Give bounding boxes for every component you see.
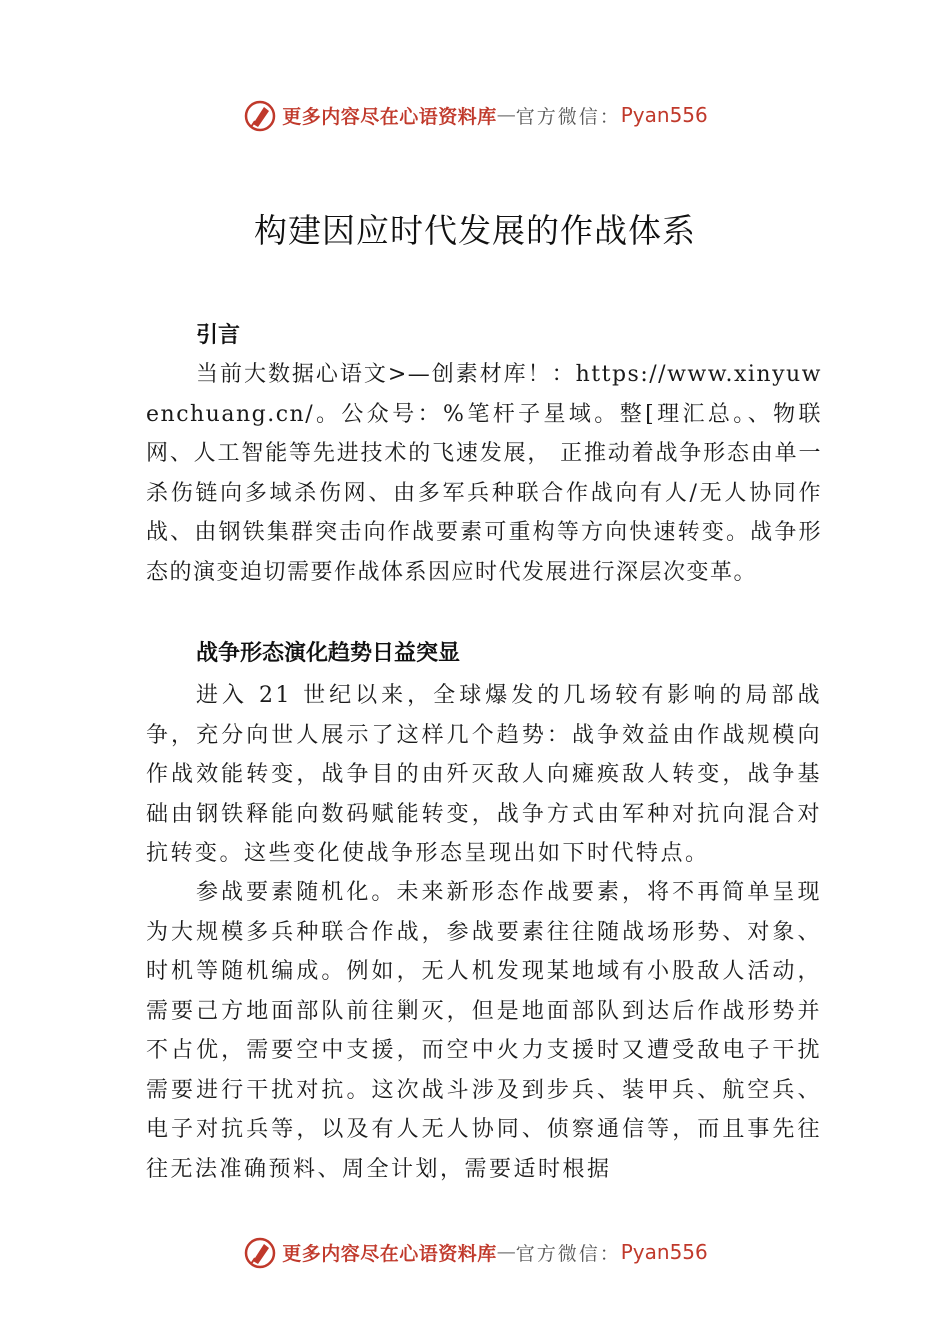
header-wechat-id: Pyan556 bbox=[620, 103, 708, 127]
footer-wechat-id: Pyan556 bbox=[620, 1240, 708, 1264]
paragraph-elements: 参战要素随机化。未来新形态作战要素，将不再简单呈现为大规模多兵种联合作战，参战要素往往随战场形势、对象、时机等随机编成。例如，无人机发现某地域有小股敌人活动，需要己方地面部队前往剿灭，但是地面部队到达后作战形势并不占优，需要空中支援，而空中火力支援时又遭受敌电子干扰需要进行干扰对抗。这次战斗涉及到步兵、装甲兵、航空兵、电子对抗兵等，以及有人无人协同、侦察通信等，而且事先往往无法准确预料、周全计划，需要适时根据 bbox=[146, 880, 822, 1182]
header-separator: — bbox=[496, 104, 516, 126]
paragraph-intro: 当前大数据心语文>—创素材库！：https://www.xinyuwenchuang.cn/。公众号：%笔杆子星域。整[理汇总。、物联网、人工智能等先进技术的飞速发展， 正推动着战争形态由单一杀伤链向多域杀伤网、由多军兵种联合作战向有人/无人协同作战、由钢铁集群突击向作战要素可重构等方向快速转变。战争形态的演变迫切需要作战体系因应时代发展进行深层次变革。 bbox=[146, 362, 822, 585]
footer-separator: — bbox=[496, 1241, 516, 1263]
section-heading-trends: 战争形态演化趋势日益突显 bbox=[196, 641, 461, 666]
section-heading-intro: 引言 bbox=[196, 323, 241, 348]
pen-nib-logo-icon bbox=[242, 97, 278, 133]
paragraph-trends: 进入 21 世纪以来，全球爆发的几场较有影响的局部战争，充分向世人展示了这样几个趋势：战争效益由作战规模向作战效能转变，战争目的由歼灭敌人向瘫痪敌人转变，战争基础由钢铁释能向数码赋能转变，战争方式由军种对抗向混合对抗转变。这些变化使战争形态呈现出如下时代特点。 bbox=[146, 683, 822, 866]
header-banner bbox=[0, 95, 950, 135]
footer-slogan: 更多内容尽在心语资料库 bbox=[282, 1242, 497, 1265]
pen-nib-logo-icon bbox=[242, 1234, 278, 1270]
header-slogan: 更多内容尽在心语资料库 bbox=[282, 105, 497, 128]
footer-wechat-label: 官方微信： bbox=[515, 1242, 621, 1265]
footer-banner bbox=[0, 1232, 950, 1272]
header-wechat-label: 官方微信： bbox=[515, 105, 621, 128]
document-title: 构建因应时代发展的作战体系 bbox=[254, 211, 696, 250]
